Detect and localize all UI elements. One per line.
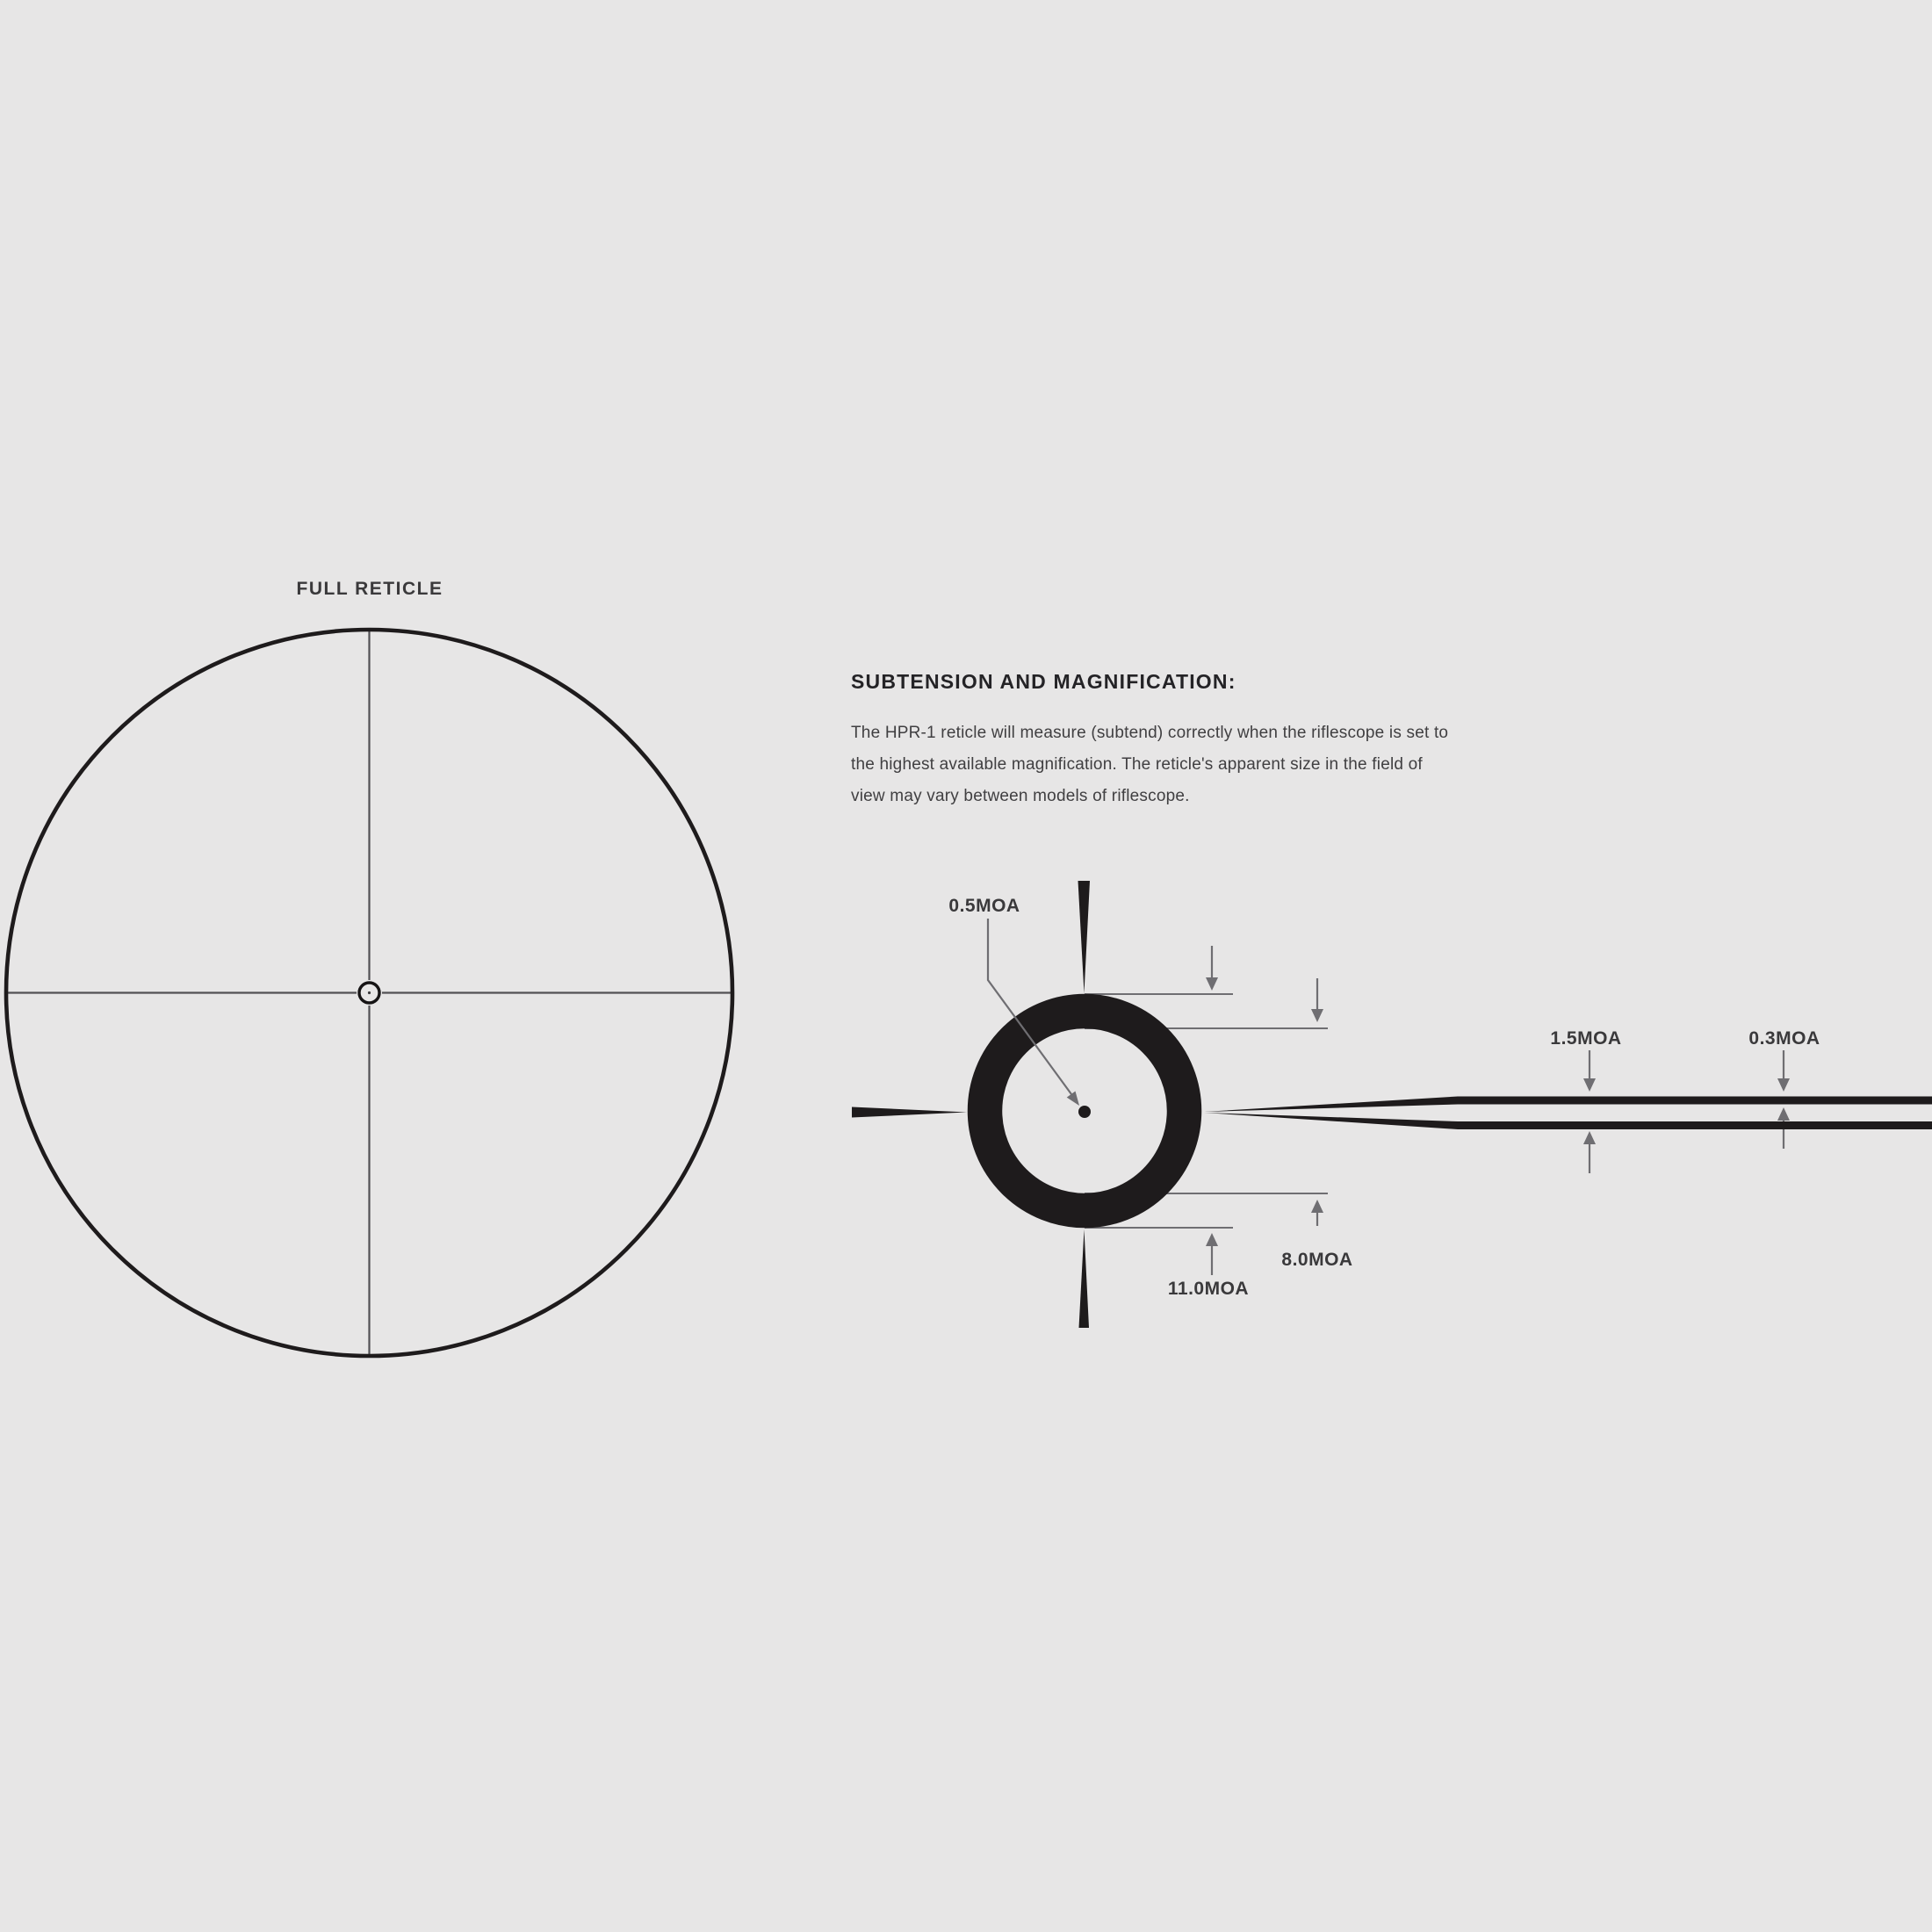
paragraph-line: The HPR-1 reticle will measure (subtend) correctly when the riflescope is set to <box>851 724 1449 742</box>
paragraph-line: the highest available magnification. The reticle's apparent size in the field of <box>851 755 1423 774</box>
full-reticle-title: FULL RETICLE <box>296 579 443 599</box>
label-line-gap-moa: 1.5MOA <box>1550 1028 1622 1049</box>
subtension-paragraph <box>851 717 1448 812</box>
bottom-post <box>1079 1229 1090 1328</box>
arrow-up-icon <box>1206 1233 1218 1246</box>
label-inner-diameter-moa: 8.0MOA <box>1281 1250 1353 1270</box>
detail-reticle <box>852 881 1932 1328</box>
arrow-down-icon <box>1311 1009 1323 1022</box>
full-reticle-diagram <box>6 630 732 1356</box>
subtension-diagram <box>852 881 1932 1328</box>
arrow-down-icon <box>1583 1078 1596 1092</box>
label-outer-diameter-moa: 11.0MOA <box>1167 1279 1250 1299</box>
arrow-down-icon <box>1206 977 1218 991</box>
dimension-arrows <box>1206 946 1790 1275</box>
arrow-down-icon <box>1777 1078 1790 1092</box>
right-line-top <box>1204 1097 1932 1113</box>
paragraph-line: view may vary between models of riflescope. <box>851 787 1190 805</box>
subtension-heading: SUBTENSION AND MAGNIFICATION: <box>851 670 1236 693</box>
label-center-dot-moa: 0.5MOA <box>948 896 1020 916</box>
arrow-up-icon <box>1583 1131 1596 1144</box>
top-post <box>1078 881 1091 993</box>
left-post <box>852 1107 967 1118</box>
right-line-bottom <box>1204 1113 1932 1129</box>
label-line-thickness-moa: 0.3MOA <box>1748 1028 1820 1049</box>
arrow-up-icon <box>1777 1107 1790 1121</box>
arrow-up-icon <box>1311 1200 1323 1213</box>
detail-reticle-center-dot <box>1078 1106 1091 1118</box>
leader-arrowhead-icon <box>1067 1092 1079 1107</box>
full-reticle-center-dot <box>368 991 371 994</box>
